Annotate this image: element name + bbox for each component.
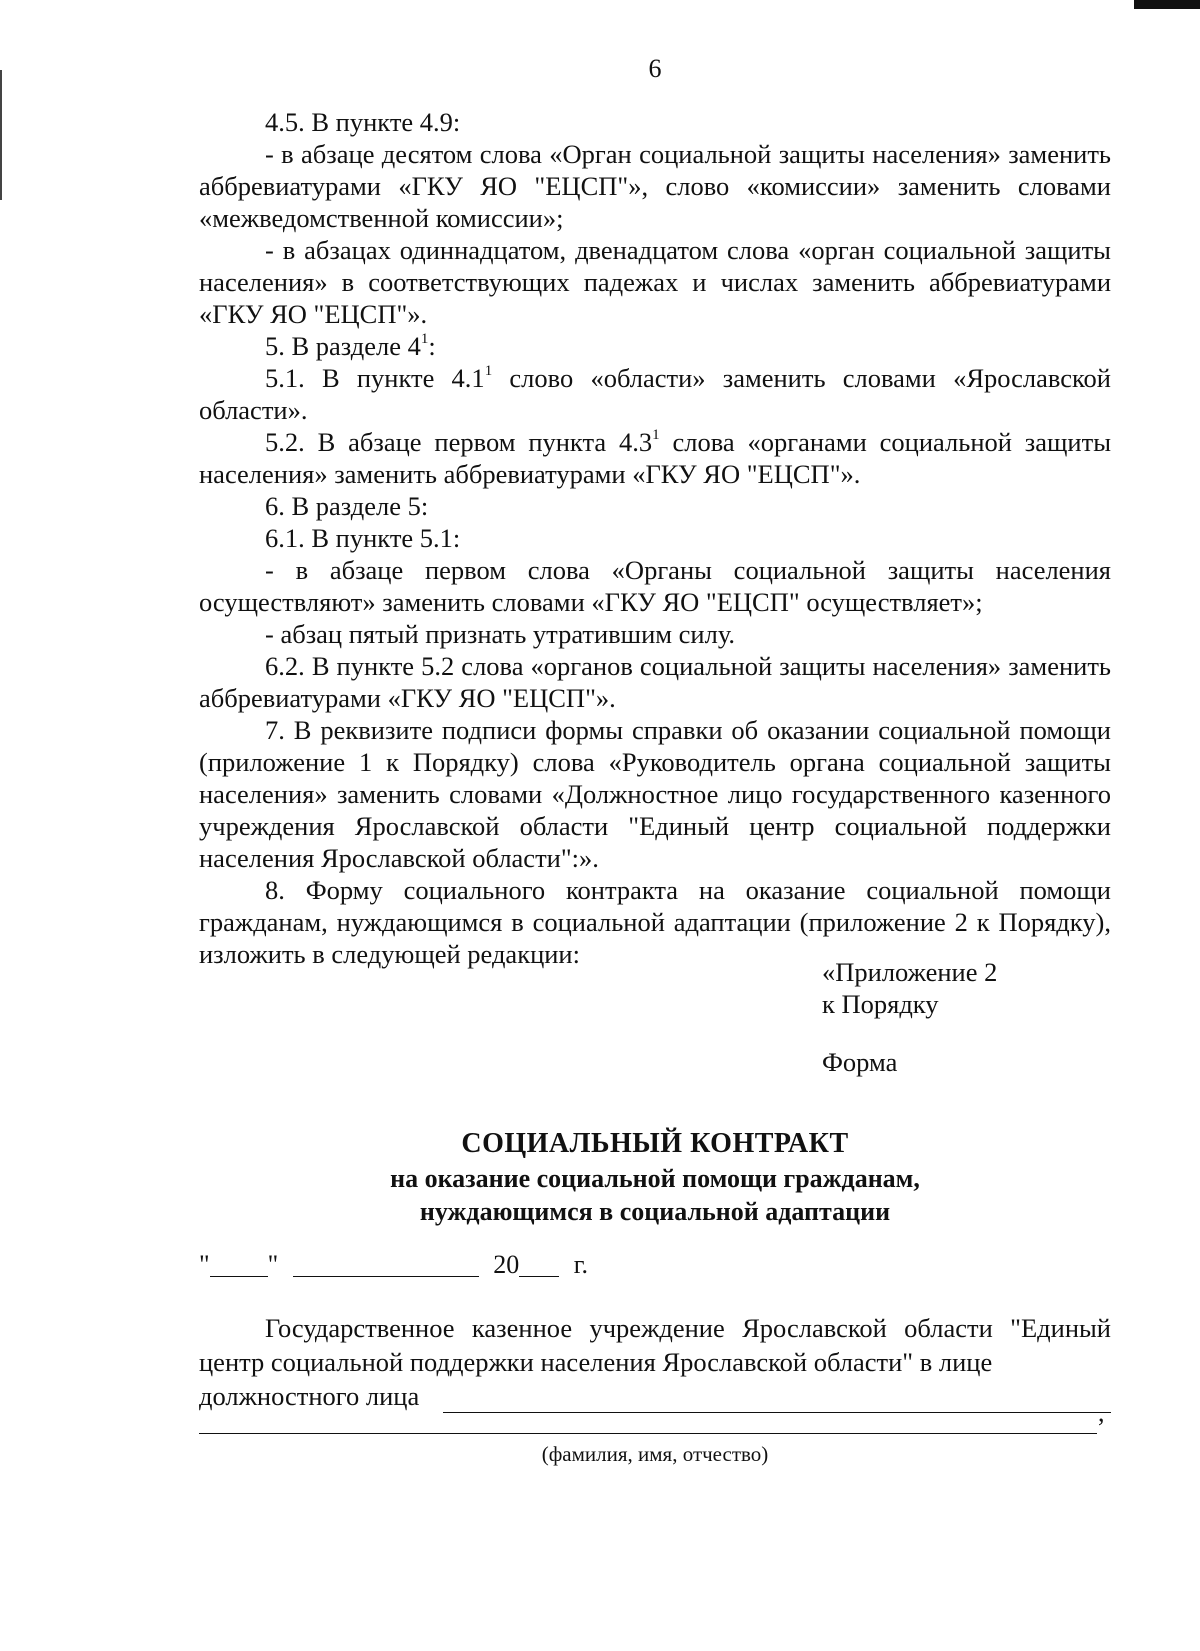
year-prefix: 20 — [493, 1250, 520, 1279]
contract-date-line — [199, 1250, 588, 1280]
superscript: 1 — [484, 363, 493, 380]
superscript: 1 — [420, 331, 429, 348]
name-blank-line — [199, 1405, 1097, 1434]
superscript: 1 — [652, 427, 660, 444]
paragraph: - в абзацах одиннадцатом, двенадцатом слова «орган социальной защиты населения» в соответствующих падежах и числах заменить аббревиатурами «ГКУ ЯО "ЕЦСП"». — [199, 235, 1111, 329]
spacer — [822, 1020, 997, 1046]
paragraph: 6. В разделе 5: — [265, 491, 429, 521]
day-blank — [210, 1250, 268, 1277]
official-label: должностного лица — [199, 1381, 420, 1411]
form-label: Форма — [822, 1047, 898, 1077]
contract-subtitle: нуждающимся в социальной адаптации — [419, 1197, 891, 1226]
scan-edge-mark — [1134, 0, 1200, 9]
name-caption: (фамилия, имя, отчество) — [541, 1442, 769, 1466]
paragraph-text: 5.2. В абзаце первом пункта 4.3 — [265, 427, 653, 457]
amendment-text — [199, 106, 1111, 970]
paragraph: 6.2. В пункте 5.2 слова «органов социальной защиты населения» заменить аббревиатурами «ГКУ ЯО "ЕЦСП"». — [199, 651, 1111, 713]
appendix-header — [822, 956, 997, 1078]
paragraph-text: 5.1. В пункте 4.1 — [265, 363, 485, 393]
contract-title: СОЦИАЛЬНЫЙ КОНТРАКТ — [461, 1128, 849, 1159]
year-suffix: г. — [573, 1250, 588, 1279]
line-comma: , — [1098, 1398, 1105, 1427]
month-blank — [293, 1250, 479, 1277]
contract-intro — [199, 1311, 1111, 1413]
paragraph: - в абзаце десятом слова «Орган социальной защиты населения» заменить аббревиатурами «ГКУ ЯО "ЕЦСП"», слово «комиссии» заменить словами «межведомственной комиссии»; — [199, 139, 1111, 233]
paragraph: - абзац пятый признать утратившим силу. — [265, 619, 736, 649]
paragraph: 4.5. В пункте 4.9: — [265, 107, 461, 137]
paragraph: 6.1. В пункте 5.1: — [265, 523, 461, 553]
appendix-line: к Порядку — [822, 989, 939, 1019]
appendix-line: «Приложение 2 — [822, 957, 998, 987]
paragraph-text: слова «органами социальной защиты населения» заменить аббревиатурами «ГКУ ЯО "ЕЦСП"». — [199, 427, 1111, 489]
paragraph — [199, 330, 1111, 362]
contract-subtitle: на оказание социальной помощи гражданам, — [390, 1164, 920, 1193]
intro-text: Государственное казенное учреждение Ярославской области "Единый центр социальной поддержки населения Ярославской области" в лице — [199, 1313, 1111, 1377]
page-number: 6 — [648, 54, 662, 83]
paragraph: - в абзаце первом слова «Органы социальной защиты населения осуществляют» заменить словами «ГКУ ЯО "ЕЦСП" осуществляет»; — [199, 555, 1111, 617]
paragraph-text: слово «области» заменить словами «Ярославской области». — [199, 363, 1111, 425]
paragraph-text: 5. В разделе 4 — [265, 331, 421, 361]
paragraph: 8. Форму социального контракта на оказание социальной помощи гражданам, нуждающимся в социальной адаптации (приложение 2 к Порядку), изложить в следующей редакции: — [199, 875, 1111, 969]
contract-title-block — [0, 1126, 1200, 1228]
paragraph — [199, 362, 1111, 426]
paragraph-text: : — [428, 331, 436, 361]
date-quote: " — [267, 1250, 279, 1279]
paragraph — [199, 426, 1111, 490]
paragraph: 7. В реквизите подписи формы справки об оказании социальной помощи (приложение 1 к Порядку) слова «Руководитель органа социальной защиты населения» заменить словами «Должностное лицо государственного казенного учреждения Ярославской области "Единый центр социальной поддержки населения Ярославской области":». — [199, 715, 1111, 873]
date-quote: " — [199, 1250, 210, 1279]
scan-edge-mark — [0, 70, 2, 200]
year-blank — [519, 1250, 559, 1277]
